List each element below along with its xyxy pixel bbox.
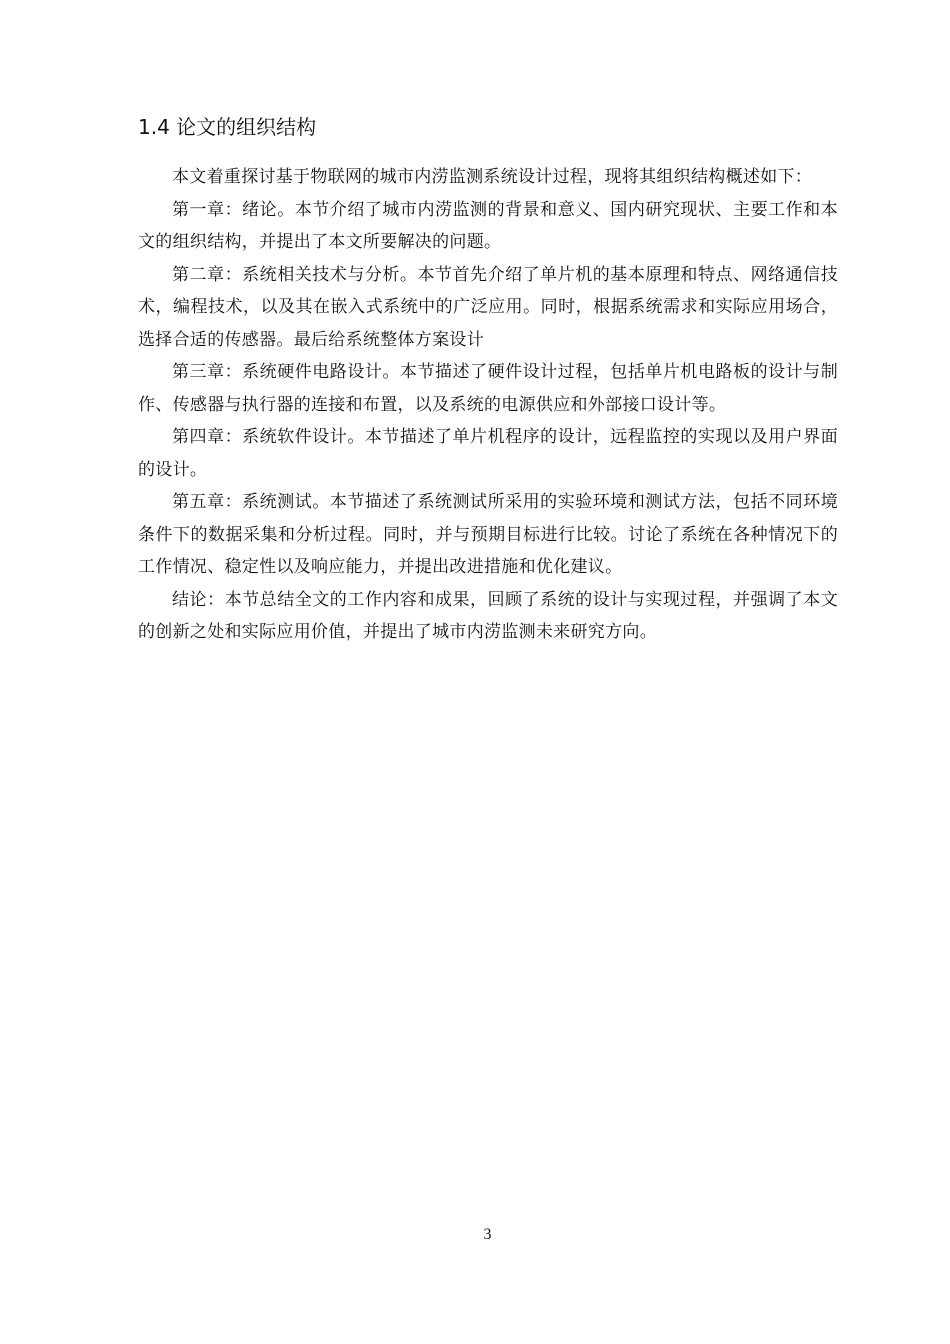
section-heading: 1.4 论文的组织结构 [138,115,317,139]
paragraph-intro: 本文着重探讨基于物联网的城市内涝监测系统设计过程，现将其组织结构概述如下： [172,167,813,187]
paragraph-chapter-1: 第一章：绪论。本节介绍了城市内涝监测的背景和意义、国内研究现状、主要工作和本文的组织结构，并提出了本文所要解决的问题。 [138,199,838,252]
section-body [138,161,838,649]
page-number: 3 [483,1226,492,1243]
paragraph-chapter-5: 第五章：系统测试。本节描述了系统测试所采用的实验环境和测试方法，包括不同环境条件下的数据采集和分析过程。同时，并与预期目标进行比较。讨论了系统在各种情况下的工作情况、稳定性以及响应能力，并提出改进措施和优化建议。 [138,492,838,577]
paragraph-chapter-4: 第四章：系统软件设计。本节描述了单片机程序的设计，远程监控的实现以及用户界面的设计。 [138,427,838,480]
paragraph-conclusion: 结论：本节总结全文的工作内容和成果，回顾了系统的设计与实现过程，并强调了本文的创新之处和实际应用价值，并提出了城市内涝监测未来研究方向。 [138,589,838,642]
paragraph-chapter-2: 第二章：系统相关技术与分析。本节首先介绍了单片机的基本原理和特点、网络通信技术，编程技术，以及其在嵌入式系统中的广泛应用。同时，根据系统需求和实际应用场合，选择合适的传感器。最后给系统整体方案设计 [138,264,838,350]
paragraph-chapter-3: 第三章：系统硬件电路设计。本节描述了硬件设计过程，包括单片机电路板的设计与制作、传感器与执行器的连接和布置，以及系统的电源供应和外部接口设计等。 [138,362,838,415]
